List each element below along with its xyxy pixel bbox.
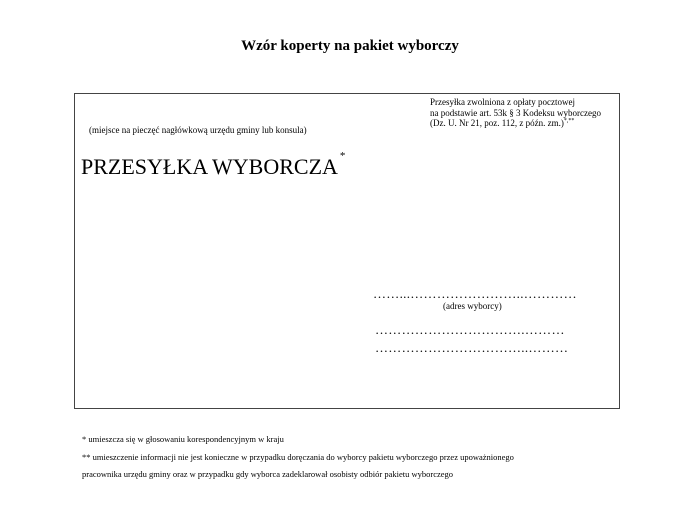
heading-footnote-mark: *	[339, 150, 346, 162]
postage-exemption-note	[430, 97, 601, 129]
address-dotted-line-1: ……...……………………..…………	[373, 286, 577, 301]
postage-note-line-2: na podstawie art. 53k § 3 Kodeksu wyborczego	[430, 107, 601, 118]
address-dotted-line-2: …………………………….………	[375, 322, 565, 337]
envelope-frame	[74, 93, 620, 409]
envelope-heading-text: PRZESYŁKA WYBORCZA	[81, 154, 338, 179]
footnote-2: ** umieszczenie informacji nie jest konieczne w przypadku doręczania do wyborcy pakietu wyborczego przez upoważnionego	[82, 452, 514, 462]
stamp-placeholder-label: (miejsce na pieczęć nagłówkową urzędu gminy lub konsula)	[89, 125, 307, 135]
page-title: Wzór koperty na pakiet wyborczy	[241, 38, 459, 54]
envelope-heading	[81, 150, 346, 180]
address-label: (adres wyborcy)	[443, 301, 502, 311]
footnote-1: * umieszcza się w głosowaniu korespondencyjnym w kraju	[82, 434, 284, 444]
footnote-2-continuation: pracownika urzędu gminy oraz w przypadku gdy wyborca zadeklarował osobisty odbiór pakietu wyborczego	[82, 469, 454, 479]
postage-note-line-1: Przesyłka zwolniona z opłaty pocztowej	[430, 97, 575, 107]
postage-note-line-3-text: (Dz. U. Nr 21, poz. 112, z późn. zm.)	[430, 118, 564, 128]
address-dotted-line-3: ……………………………..………	[375, 340, 569, 355]
postage-note-line-3	[430, 118, 601, 129]
postage-note-footnote-marks: *,**	[563, 118, 575, 124]
